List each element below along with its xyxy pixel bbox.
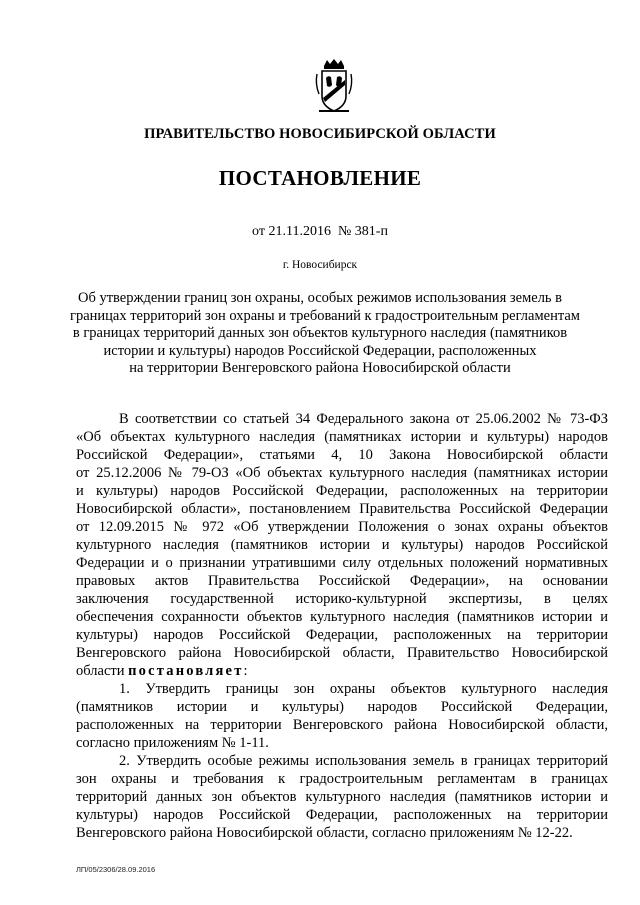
body-line: Венгеровского района Новосибирской области, Правительство Новосибирской (76, 645, 608, 661)
document-body (76, 410, 608, 842)
subject-line: Об утверждении границ зон охраны, особых режимов использования земель в (77, 290, 563, 306)
document-subject (70, 290, 580, 378)
body-line: правовых актов Правительства Российской Федерации», на основании (76, 573, 608, 589)
item-line: территорий данных зон объектов культурного наследия (памятников истории и (76, 789, 608, 805)
document-date-number: от 21.11.2016 № 381-п (252, 224, 388, 239)
body-line-suffix: : (243, 663, 248, 679)
document-city: г. Новосибирск (282, 259, 358, 271)
organization-title: ПРАВИТЕЛЬСТВО НОВОСИБИРСКОЙ ОБЛАСТИ (144, 126, 496, 142)
body-line: заключения государственной историко-культурной экспертизы, в целях (76, 591, 608, 607)
body-line: от 25.12.2006 № 79-ОЗ «Об объектах культурного наследия (памятниках истории (76, 465, 608, 481)
document-footer-code: ЛП/05/2306/28.09.2016 (76, 865, 156, 874)
item-line: 1. Утвердить границы зон охраны объектов культурного наследия (119, 681, 608, 697)
item-line: зон охраны и требования к градостроительным регламентам в границах (76, 771, 608, 787)
subject-line: в границах территорий данных зон объектов культурного наследия (памятников (72, 325, 568, 341)
body-line-prefix: области (76, 663, 125, 679)
subject-line: истории и культуры) народов Российской Федерации, расположенных (103, 342, 537, 359)
body-line: «Об объектах культурного наследия (памятниках истории и культуры) народов (76, 429, 608, 445)
item-line: Венгеровского района Новосибирской области, согласно приложениям № 12-22. (76, 825, 573, 841)
body-line: В соответствии со статьей 34 Федерального закона от 25.06.2002 № 73-ФЗ (119, 411, 608, 427)
body-line: культурного наследия (памятников истории и культуры) народов Российской (76, 537, 608, 553)
body-line: обеспечения сохранности объектов культурного наследия (памятников истории и (76, 609, 608, 625)
body-line: Федерации и о признании утратившими силу отдельных положений нормативных (76, 555, 608, 571)
body-line: Новосибирской области», постановлением Правительства Российской Федерации (76, 501, 608, 517)
item-line: культуры) народов Российской Федерации, расположенных на территории (76, 807, 608, 823)
body-line: и культуры) народов Российской Федерации, расположенных на территории (76, 483, 608, 499)
resolves-word: постановляет (128, 663, 244, 679)
subject-line: на территории Венгеровского района Новосибирской области (129, 360, 511, 376)
item-line: (памятников истории и культуры) народов Российской Федерации, (76, 699, 608, 715)
item-line: 2. Утвердить особые режимы использования земель в границах территорий (119, 753, 608, 769)
document-type-heading: ПОСТАНОВЛЕНИЕ (218, 166, 422, 190)
body-line-resolves (76, 662, 608, 680)
novosibirsk-coat-of-arms-icon (314, 58, 354, 114)
item-line: расположенных на территории Венгеровского района Новосибирской области, (76, 717, 608, 733)
item-line: согласно приложениям № 1-11. (76, 735, 269, 751)
body-line: культуры) народов Российской Федерации, расположенных на территории (76, 627, 608, 643)
body-line: Российской Федерации», статьями 4, 10 Закона Новосибирской области (76, 447, 608, 463)
subject-line: границах территорий зон охраны и требований к градостроительным регламентам (70, 307, 580, 324)
body-line: от 12.09.2015 № 972 «Об утверждении Положения о зонах охраны объектов (76, 519, 608, 535)
